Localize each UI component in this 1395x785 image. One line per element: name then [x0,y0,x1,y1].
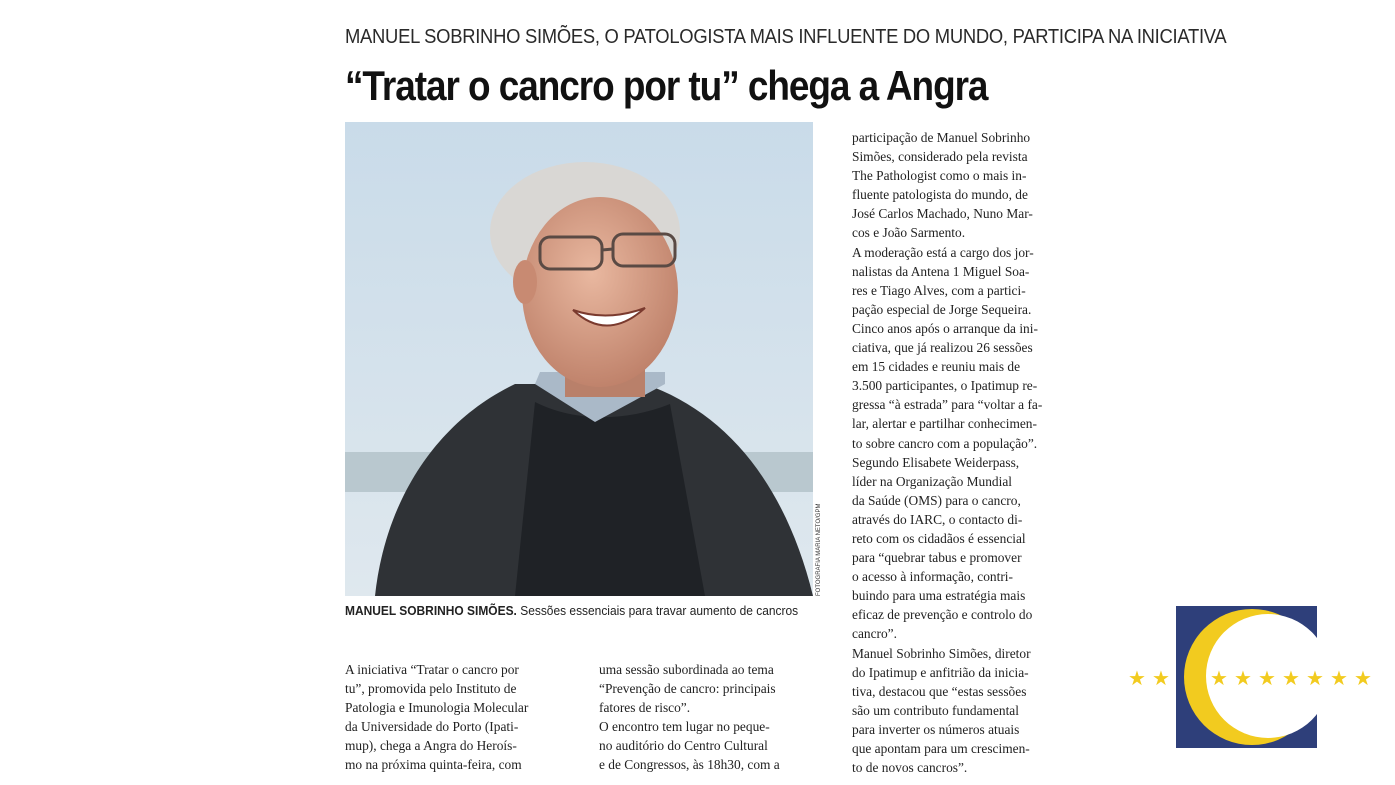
article-headline: “Tratar o cancro por tu” chega a Angra [345,62,988,109]
text-line: fatores de risco”. [599,700,691,716]
text-line: participação de Manuel Sobrinho [852,130,1031,145]
svg-text:★: ★ [1234,666,1252,690]
text-line: em 15 cidades e reuniu mais de [852,359,1021,375]
text-line: líder na Organização Mundial [852,473,1013,489]
text-line: no auditório do Centro Cultural [599,738,768,754]
article-column-2 [599,660,780,775]
svg-text:★: ★ [1282,666,1300,690]
text-line: Simões, considerado pela revista [852,149,1028,165]
text-line: The Pathologist como o mais in- [852,168,1027,184]
caption-text: Sessões essenciais para travar aumento de cancros [516,603,799,618]
text-line: da Saúde (OMS) para o cancro, [852,492,1021,508]
text-line: o acesso à informação, contri- [852,569,1013,585]
svg-text:★: ★ [1128,666,1146,690]
portrait-photo [345,122,813,596]
text-line: ciativa, que já realizou 26 sessões [852,340,1033,356]
text-line: para inverter os números atuais [852,721,1020,737]
text-line: to sobre cancro com a população”. [852,435,1038,451]
text-line: do Ipatimup e anfitrião da inicia- [852,664,1029,680]
text-line: A moderação está a cargo dos jor- [852,244,1034,260]
text-line: mup), chega a Angra do Heroís- [345,738,517,754]
text-line: res e Tiago Alves, com a partici- [852,282,1026,298]
text-line: A iniciativa “Tratar o cancro por [345,662,519,677]
text-line: lar, alertar e partilhar conhecimen- [852,416,1037,432]
text-line: 3.500 participantes, o Ipatimup re- [852,378,1038,394]
text-line: tiva, destacou que “estas sessões [852,683,1027,699]
text-line: buindo para uma estratégia mais [852,588,1026,604]
article-column-1 [345,660,528,775]
text-line: tu”, promovida pelo Instituto de [345,681,517,697]
svg-text:★: ★ [1258,666,1276,690]
text-line: Patologia e Imunologia Molecular [345,700,529,716]
text-line: Manuel Sobrinho Simões, diretor [852,645,1031,661]
svg-text:★: ★ [1354,666,1372,690]
text-line: uma sessão subordinada ao tema [599,662,774,677]
text-line: através do IARC, o contacto di- [852,511,1023,527]
svg-text:★: ★ [1306,666,1324,690]
text-line: fluente patologista do mundo, de [852,187,1028,203]
text-line: são um contributo fundamental [852,702,1019,718]
article-column-3 [852,128,1042,777]
text-line: que apontam para um crescimen- [852,741,1030,756]
crescent-stars-logo-icon [1128,606,1378,748]
text-line: mo na próxima quinta-feira, com [345,757,522,773]
text-line: nalistas da Antena 1 Miguel Soa- [852,263,1030,279]
photo-caption [345,603,798,618]
text-line: pação especial de Jorge Sequeira. [852,301,1032,317]
svg-text:★: ★ [1152,666,1170,690]
text-line: O encontro tem lugar no peque- [599,719,770,735]
svg-text:★: ★ [1330,666,1348,690]
text-line: to de novos cancros”. [852,760,968,776]
caption-name: MANUEL SOBRINHO SIMÕES. [345,603,517,618]
text-line: Segundo Elisabete Weiderpass, [852,454,1020,470]
text-line: José Carlos Machado, Nuno Mar- [852,206,1033,222]
text-line: da Universidade do Porto (Ipati- [345,719,519,735]
text-line: Cinco anos após o arranque da ini- [852,320,1038,336]
svg-text:★: ★ [1210,666,1228,690]
text-line: cancro”. [852,626,897,642]
text-line: cos e João Sarmento. [852,225,966,241]
article-kicker: MANUEL SOBRINHO SIMÕES, O PATOLOGISTA MAIS INFLUENTE DO MUNDO, PARTICIPA NA INICIATIVA [345,26,1227,48]
text-line: e de Congressos, às 18h30, com a [599,757,780,773]
text-line: reto com os cidadãos é essencial [852,530,1026,546]
text-line: gressa “à estrada” para “voltar a fa- [852,397,1043,413]
text-line: eficaz de prevenção e controlo do [852,607,1033,623]
photo-credit: FOTOGRAFIA MÁRIA NETO/GPM [816,503,822,596]
text-line: “Prevenção de cancro: principais [599,681,776,697]
text-line: para “quebrar tabus e promover [852,550,1022,566]
